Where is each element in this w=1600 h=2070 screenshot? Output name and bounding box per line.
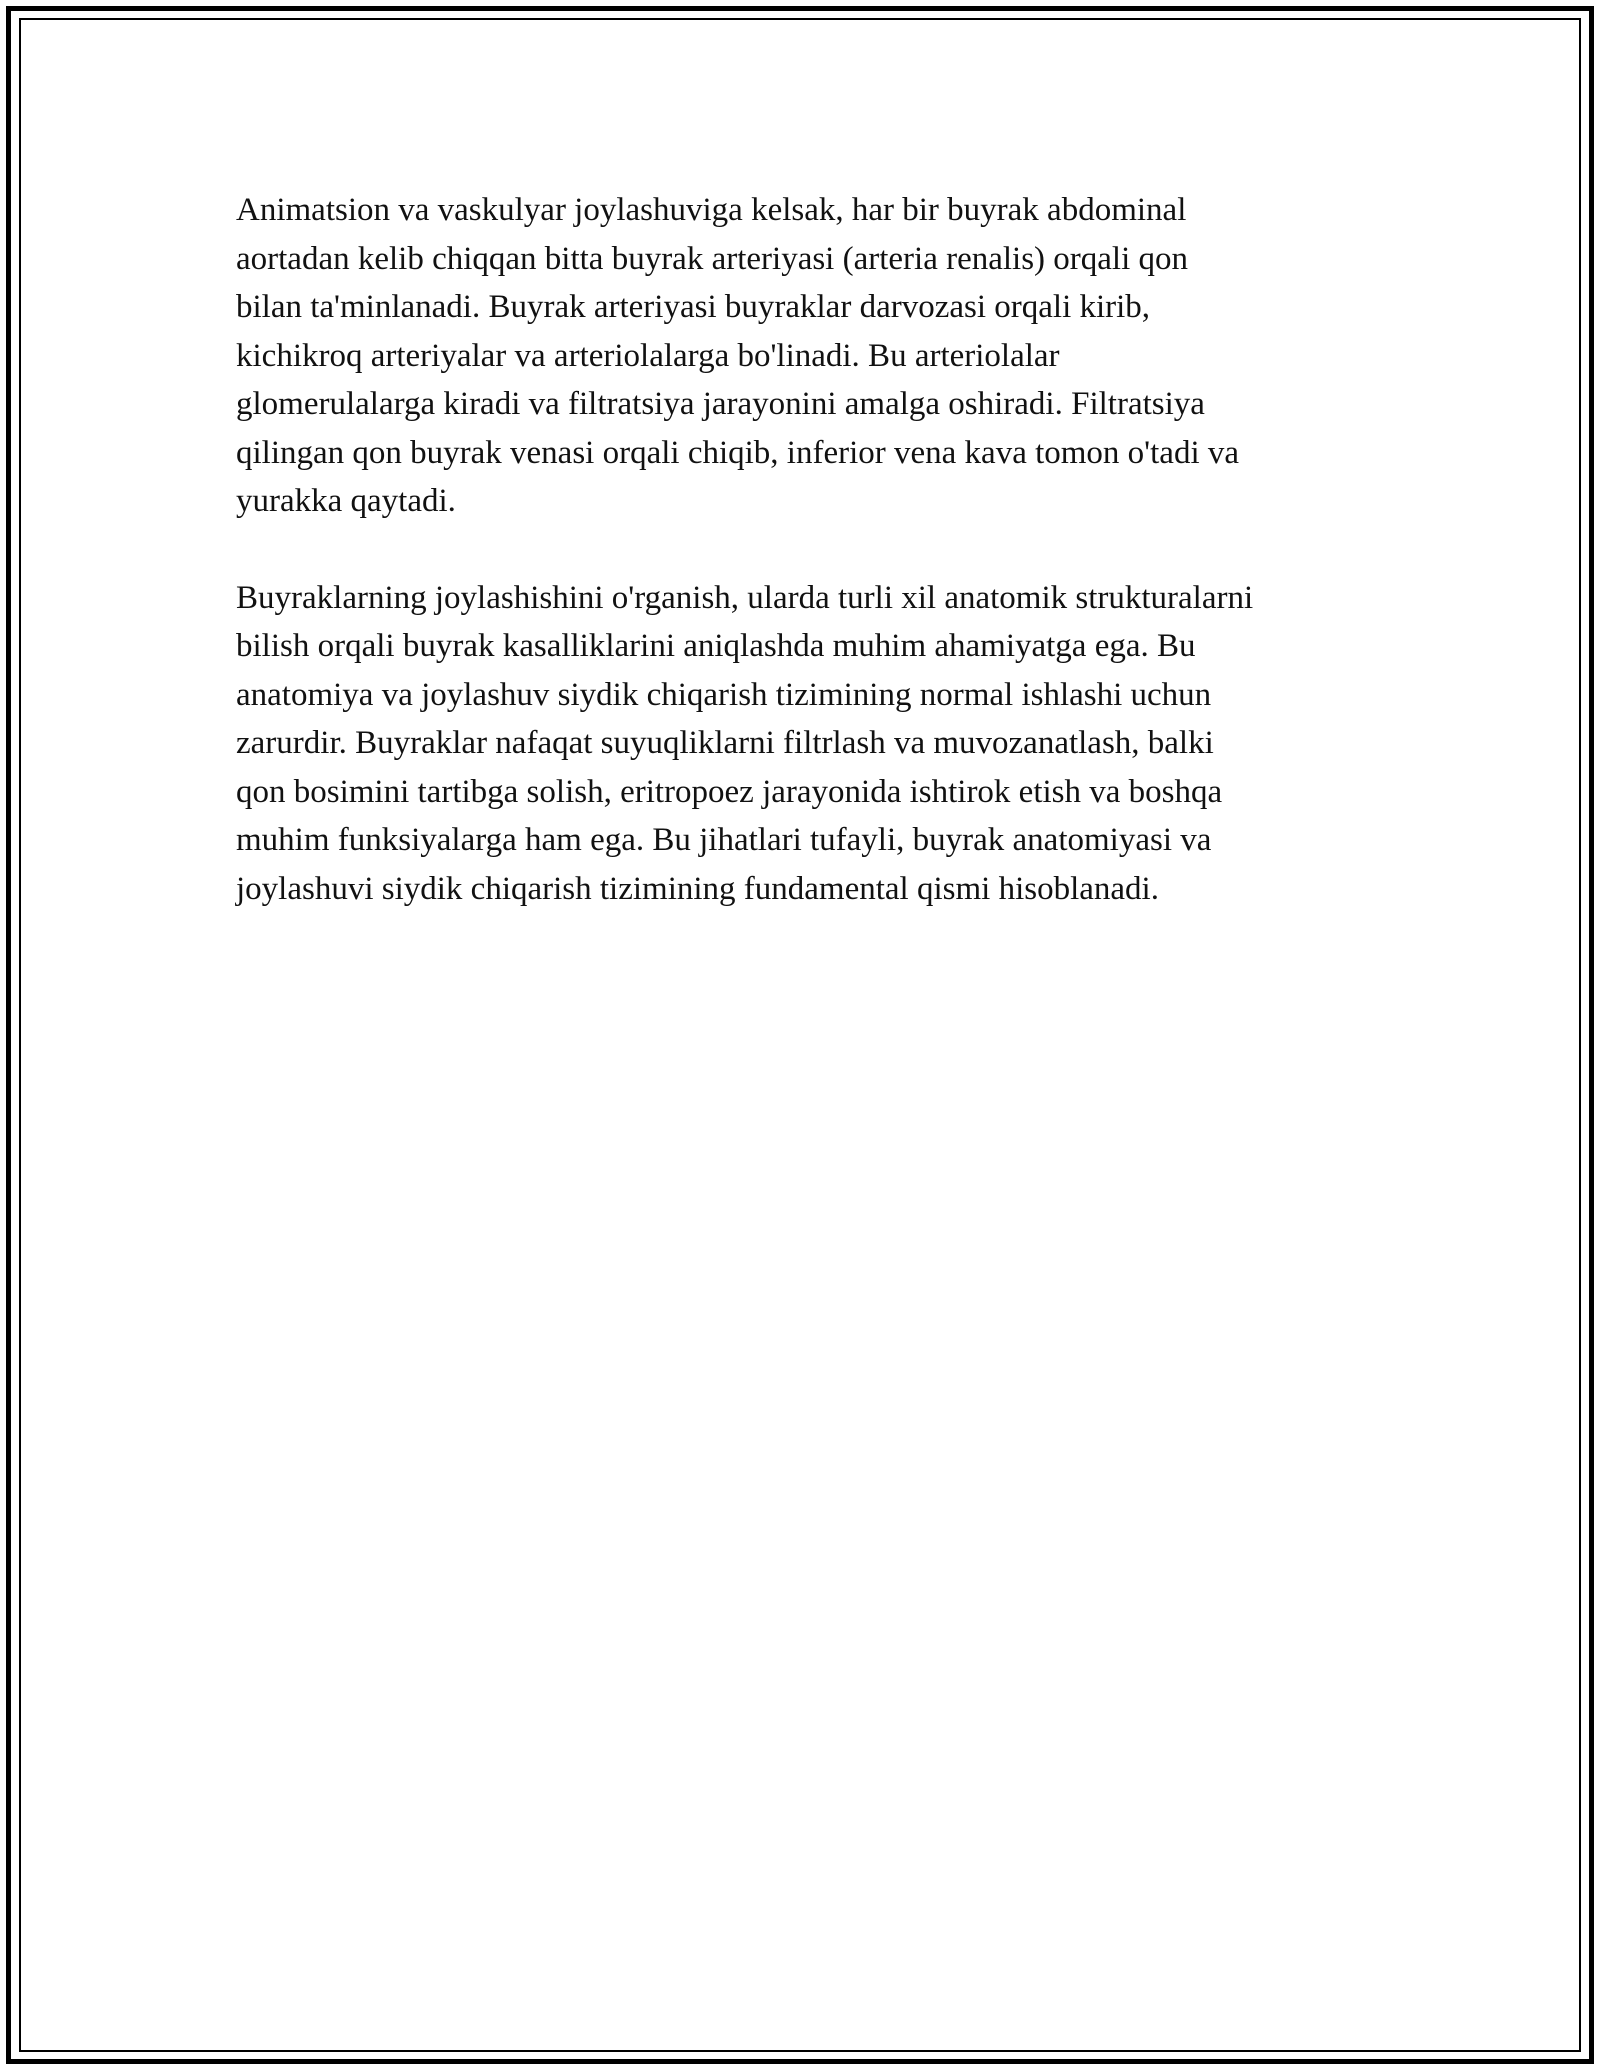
paragraph-1-line-6: qilingan qon buyrak venasi orqali chiqib, inferior vena kava tomon o'tadi va bbox=[236, 434, 1240, 471]
paragraph-2-line-2: bilish orqali buyrak kasalliklarini aniqlashda muhim ahamiyatga ega. Bu bbox=[236, 628, 1196, 664]
paragraph-2-line-6: muhim funksiyalarga ham ega. Bu jihatlari tufayli, buyrak anatomiyasi va bbox=[236, 822, 1212, 858]
paragraph-1-line-5: glomerulalarga kiradi va filtratsiya jarayonini amalga oshiradi. Filtratsiya bbox=[236, 386, 1205, 422]
paragraph-1-line-1: Animatsion va vaskulyar joylashuviga kelsak, har bir buyrak abdominal bbox=[236, 192, 1187, 228]
paragraph-2-line-1: Buyraklarning joylashishini o'rganish, ularda turli xil anatomik strukturalarni bbox=[236, 579, 1254, 616]
paragraph-1-line-2: aortadan kelib chiqqan bitta buyrak arteriyasi (arteria renalis) orqali qon bbox=[236, 240, 1189, 277]
paragraph-1 bbox=[236, 186, 1386, 526]
paragraph-2-line-3: anatomiya va joylashuv siydik chiqarish tizimining normal ishlashi uchun bbox=[236, 676, 1212, 713]
document-body bbox=[236, 186, 1386, 961]
paragraph-2-line-7: joylashuvi siydik chiqarish tizimining fundamental qismi hisoblanadi. bbox=[236, 870, 1159, 907]
paragraph-1-line-4: kichikroq arteriyalar va arteriolalarga bo'linadi. Bu arteriolalar bbox=[236, 337, 1060, 374]
paragraph-2-line-4: zarurdir. Buyraklar nafaqat suyuqliklarni filtrlash va muvozanatlash, balki bbox=[236, 725, 1214, 761]
paragraph-2-line-5: qon bosimini tartibga solish, eritropoez jarayonida ishtirok etish va boshqa bbox=[236, 773, 1223, 810]
paragraph-1-line-7: yurakka qaytadi. bbox=[236, 483, 456, 519]
paragraph-2 bbox=[236, 574, 1386, 914]
paragraph-1-line-3: bilan ta'minlanadi. Buyrak arteriyasi buyraklar darvozasi orqali kirib, bbox=[236, 289, 1151, 325]
